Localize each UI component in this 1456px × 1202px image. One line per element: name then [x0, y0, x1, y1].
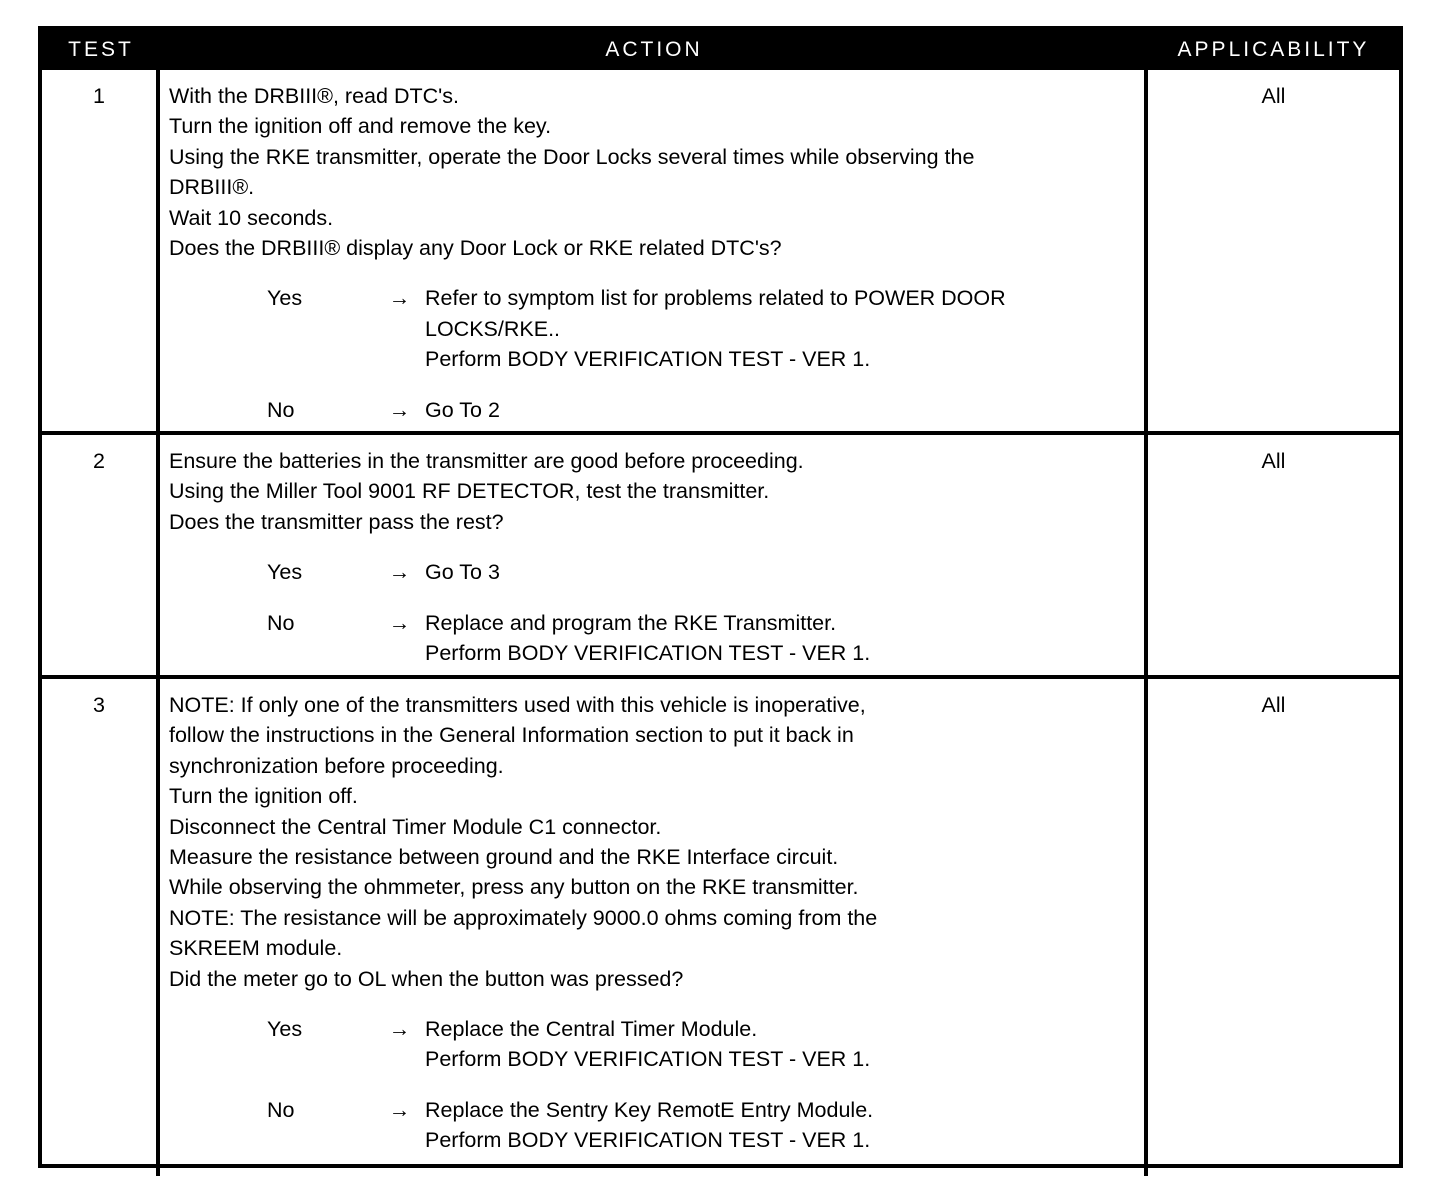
- step-line: Perform BODY VERIFICATION TEST - VER 1.: [425, 641, 871, 666]
- action-cell-3: [160, 679, 1148, 1176]
- test-number-1: [42, 70, 160, 435]
- yes-steps: [425, 557, 1138, 587]
- action-line: NOTE: The resistance will be approximately 9000.0 ohms coming from the: [169, 905, 878, 930]
- action-line: SKREEM module.: [169, 936, 343, 961]
- yes-steps: [425, 283, 1138, 374]
- test-number: 2: [93, 449, 105, 473]
- yes-label: Yes: [267, 560, 303, 585]
- test-number-2: [42, 435, 160, 679]
- arrow-right-icon: →: [388, 286, 411, 311]
- yes-label: Yes: [267, 286, 303, 311]
- no-steps: [425, 608, 1138, 669]
- header-test: TEST: [42, 30, 160, 70]
- no-steps: [425, 1095, 1138, 1156]
- action-line: Using the Miller Tool 9001 RF DETECTOR, test the transmitter.: [169, 479, 770, 504]
- yes-branch: [267, 1014, 1138, 1075]
- answers-1: [169, 283, 1138, 425]
- step-line: Go To 2: [425, 397, 500, 422]
- applicability-value: All: [1261, 693, 1286, 717]
- step-line: Replace and program the RKE Transmitter.: [425, 610, 837, 635]
- step-line: Go To 3: [425, 560, 500, 585]
- header-applicability: APPLICABILITY: [1148, 30, 1399, 70]
- action-cell-1: [160, 70, 1148, 435]
- yes-branch: [267, 557, 1138, 587]
- answers-2: [169, 557, 1138, 668]
- action-line: DRBIII®.: [169, 175, 255, 200]
- action-line: Turn the ignition off.: [169, 784, 358, 809]
- no-branch: [267, 1095, 1138, 1156]
- test-number-3: [42, 679, 160, 1176]
- yes-branch: [267, 283, 1138, 374]
- no-branch: [267, 608, 1138, 669]
- action-line: Disconnect the Central Timer Module C1 connector.: [169, 814, 662, 839]
- step-line: Perform BODY VERIFICATION TEST - VER 1.: [425, 347, 871, 372]
- yes-steps: [425, 1014, 1138, 1075]
- arrow-right-icon: →: [388, 397, 411, 422]
- action-line: Does the transmitter pass the rest?: [169, 509, 504, 534]
- action-line: NOTE: If only one of the transmitters used with this vehicle is inoperative,: [169, 693, 866, 717]
- applicability-value: All: [1261, 84, 1286, 108]
- action-line: synchronization before proceeding.: [169, 753, 504, 778]
- step-line: Replace the Central Timer Module.: [425, 1017, 758, 1042]
- arrow-right-icon: →: [388, 610, 411, 635]
- applicability-3: [1148, 679, 1399, 1176]
- arrow-right-icon: →: [388, 1097, 411, 1122]
- action-line: Wait 10 seconds.: [169, 205, 334, 230]
- no-label: No: [267, 610, 295, 635]
- step-line: Perform BODY VERIFICATION TEST - VER 1.: [425, 1128, 871, 1153]
- step-line: LOCKS/RKE..: [425, 316, 561, 341]
- action-line: Using the RKE transmitter, operate the Door Locks several times while observing the: [169, 144, 975, 169]
- arrow-right-icon: →: [388, 1017, 411, 1042]
- step-line: Replace the Sentry Key RemotE Entry Module.: [425, 1097, 874, 1122]
- step-line: Perform BODY VERIFICATION TEST - VER 1.: [425, 1047, 871, 1072]
- action-cell-2: [160, 435, 1148, 679]
- test-number: 1: [93, 84, 105, 108]
- action-line: Ensure the batteries in the transmitter are good before proceeding.: [169, 449, 804, 473]
- arrow-right-icon: →: [388, 560, 411, 585]
- no-label: No: [267, 1097, 295, 1122]
- diagnostic-test-table: [38, 26, 1403, 1168]
- step-line: Refer to symptom list for problems related to POWER DOOR: [425, 286, 1006, 311]
- action-line: While observing the ohmmeter, press any button on the RKE transmitter.: [169, 875, 859, 900]
- answers-3: [169, 1014, 1138, 1156]
- applicability-1: [1148, 70, 1399, 435]
- action-line: Did the meter go to OL when the button was pressed?: [169, 966, 684, 991]
- action-line: follow the instructions in the General Information section to put it back in: [169, 723, 854, 748]
- action-line: Does the DRBIII® display any Door Lock or RKE related DTC's?: [169, 236, 782, 261]
- no-branch: [267, 395, 1138, 425]
- action-line: Measure the resistance between ground and the RKE Interface circuit.: [169, 845, 839, 870]
- header-action: ACTION: [160, 30, 1148, 70]
- applicability-value: All: [1261, 449, 1286, 473]
- applicability-2: [1148, 435, 1399, 679]
- action-line: Turn the ignition off and remove the key.: [169, 114, 552, 139]
- test-number: 3: [93, 693, 105, 717]
- yes-label: Yes: [267, 1017, 303, 1042]
- action-line: With the DRBIII®, read DTC's.: [169, 84, 459, 108]
- no-label: No: [267, 397, 295, 422]
- no-steps: [425, 395, 1138, 425]
